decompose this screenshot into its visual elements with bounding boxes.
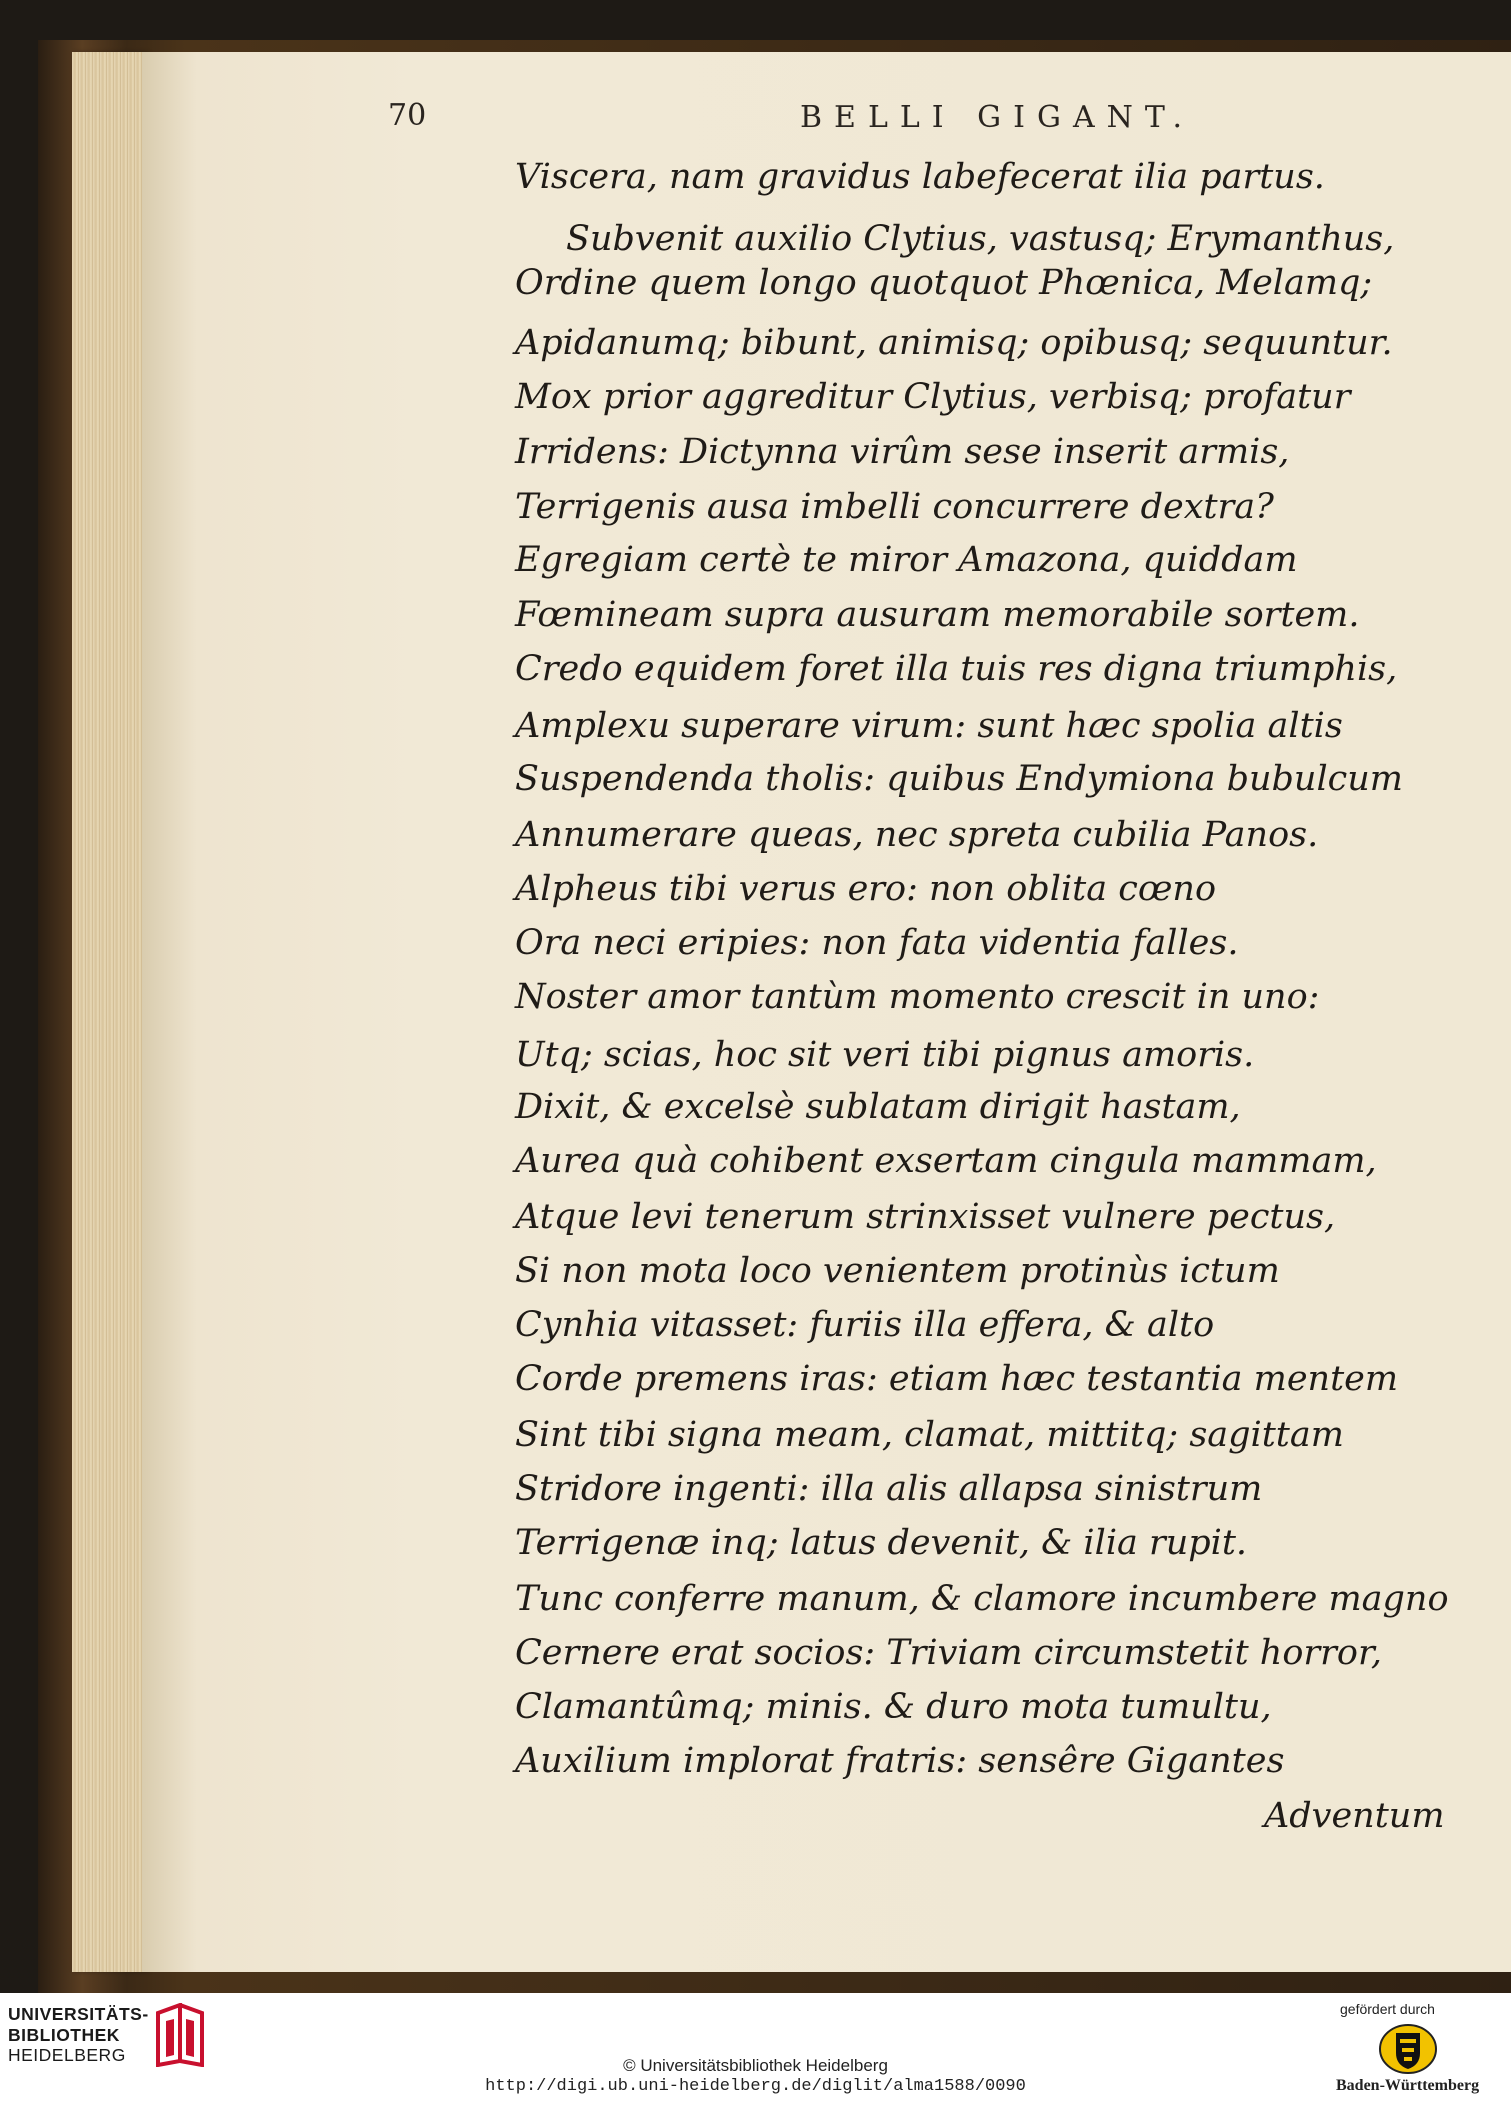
verse-line: Mox prior aggreditur Clytius, verbisq; profatur (515, 377, 1351, 417)
verse-line: Amplexu superare virum: sunt hæc spolia altis (515, 706, 1343, 746)
running-head: BELLI GIGANT. (800, 100, 1195, 135)
verse-line: Dixit, & excelsè sublatam dirigit hastam, (515, 1087, 1241, 1127)
verse-line: Utq; scias, hoc sit veri tibi pignus amoris. (515, 1035, 1255, 1075)
catchword: Adventum (1264, 1796, 1445, 1836)
page-number: 70 (388, 98, 427, 133)
verse-line: Viscera, nam gravidus labefecerat ilia partus. (515, 157, 1325, 197)
verse-line: Annumerare queas, nec spreta cubilia Panos. (515, 815, 1319, 855)
verse-line: Apidanumq; bibunt, animisq; opibusq; sequuntur. (515, 323, 1393, 363)
verse-line: Irridens: Dictynna virûm sese inserit armis, (515, 432, 1290, 472)
verse-line: Aurea quà cohibent exsertam cingula mammam, (515, 1141, 1377, 1181)
logo-line: BIBLIOTHEK (8, 2024, 120, 2045)
verse-line: Stridore ingenti: illa alis allapsa sinistrum (515, 1469, 1263, 1509)
verse-line: Alpheus tibi verus ero: non oblita cœno (515, 869, 1217, 909)
verse-line: Corde premens iras: etiam hæc testantia mentem (515, 1359, 1399, 1399)
verse-line: Tunc conferre manum, & clamore incumbere magno (515, 1579, 1449, 1619)
permalink-url[interactable]: http://digi.ub.uni-heidelberg.de/diglit/alma1588/0090 (485, 2077, 1026, 2096)
verse-line: Ordine quem longo quotquot Phœnica, Melamq; (515, 263, 1373, 303)
page-edges (72, 52, 147, 1972)
verse-line: Auxilium implorat fratris: sensêre Gigantes (515, 1741, 1285, 1781)
sponsor-label: gefördert durch (1340, 2001, 1435, 2017)
copyright-notice: © Universitätsbibliothek Heidelberg (623, 2056, 888, 2075)
sponsor-name: Baden-Württemberg (1336, 2077, 1480, 2094)
verse-line: Cernere erat socios: Triviam circumstetit horror, (515, 1633, 1382, 1673)
verse-line: Noster amor tantùm momento crescit in uno: (515, 977, 1320, 1017)
footer (0, 1993, 1511, 2102)
verse-line: Suspendenda tholis: quibus Endymiona bubulcum (515, 759, 1403, 799)
verse-line: Sint tibi signa meam, clamat, mittitq; sagittam (515, 1415, 1344, 1455)
verse-line: Terrigenæ inq; latus devenit, & ilia rupit. (515, 1523, 1248, 1563)
verse-line: Fœmineam supra ausuram memorabile sortem. (515, 595, 1360, 635)
logo-line: HEIDELBERG (8, 2045, 126, 2066)
verse-line: Atque levi tenerum strinxisset vulnere pectus, (515, 1197, 1336, 1237)
verse-line: Si non mota loco venientem protinùs ictum (515, 1251, 1280, 1291)
logo-line: UNIVERSITÄTS- (8, 2004, 149, 2024)
verse-line: Credo equidem foret illa tuis res digna triumphis, (515, 649, 1398, 689)
verse-line: Egregiam certè te miror Amazona, quiddam (515, 540, 1298, 580)
baden-wuerttemberg-crest-icon[interactable] (1378, 2023, 1438, 2075)
verse-line: Ora neci eripies: non fata videntia falles. (515, 923, 1239, 963)
verse-line: Subvenit auxilio Clytius, vastusq; Erymanthus, (566, 219, 1395, 259)
verse-line: Clamantûmq; minis. & duro mota tumultu, (515, 1687, 1272, 1727)
verse-line: Cynhia vitasset: furiis illa effera, & alto (515, 1305, 1215, 1345)
verse-line: Terrigenis ausa imbelli concurrere dextra? (515, 487, 1274, 527)
